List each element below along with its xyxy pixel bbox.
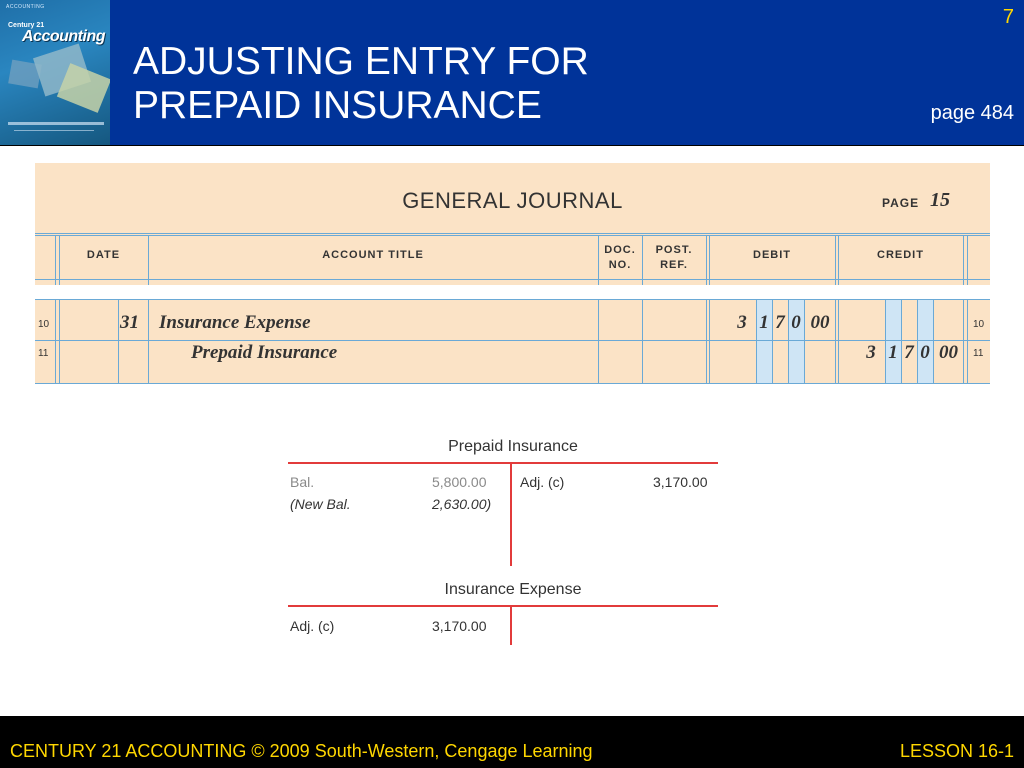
journal-rule — [35, 299, 990, 300]
t-account-rule — [288, 605, 718, 607]
debit-cents: 00 — [810, 312, 830, 333]
journal-rule — [838, 299, 839, 384]
debit-digit: 7 — [775, 312, 785, 333]
cover-top-text: ACCOUNTING — [6, 4, 45, 10]
t-account-rule — [510, 605, 512, 645]
column-header-date: DATE — [86, 249, 121, 261]
credit-digit: 0 — [920, 342, 930, 363]
footer-copyright: CENTURY 21 ACCOUNTING © 2009 South-Western, Cengage Learning — [10, 741, 593, 761]
line-number: 10 — [973, 319, 985, 330]
page-reference: page 484 — [930, 102, 1014, 124]
column-header-post-ref: POST. REF. — [655, 244, 693, 271]
cover-brand-small: Century 21 — [8, 22, 45, 29]
journal-rule — [835, 235, 836, 285]
journal-rule — [35, 383, 990, 384]
column-header-doc-no: DOC. NO. — [604, 244, 636, 271]
journal-title: GENERAL JOURNAL — [402, 188, 623, 213]
debit-digit: 3 — [737, 312, 747, 333]
journal-rule — [35, 235, 990, 236]
t-account-title-insurance-expense: Insurance Expense — [444, 581, 582, 598]
t-left-amount: 2,630.00) — [432, 496, 492, 512]
entry-day: 31 — [120, 312, 139, 333]
slide-header — [0, 0, 1024, 146]
entry-account: Insurance Expense — [159, 312, 311, 333]
journal-rule — [967, 235, 968, 285]
textbook-cover-image — [0, 0, 110, 146]
journal-rule — [35, 340, 990, 341]
slide-title-line1: ADJUSTING ENTRY FOR — [133, 40, 589, 83]
debit-digit: 1 — [759, 312, 769, 333]
t-left-label: Bal. — [290, 474, 315, 490]
cover-line — [14, 130, 94, 131]
journal-rule — [963, 235, 964, 285]
credit-digit: 1 — [888, 342, 898, 363]
slide-title — [133, 40, 589, 128]
slide-number: 7 — [1002, 6, 1014, 28]
journal-rule — [35, 279, 990, 280]
credit-cents: 00 — [939, 342, 958, 363]
header-divider — [0, 145, 1024, 146]
footer-lesson: LESSON 16-1 — [899, 741, 1014, 761]
journal-rule — [55, 299, 56, 384]
entry-account: Prepaid Insurance — [191, 342, 338, 363]
column-header-account-title: ACCOUNT TITLE — [322, 249, 424, 261]
general-journal-entries — [35, 299, 990, 384]
t-right-label: Adj. (c) — [520, 474, 565, 490]
t-left-label: (New Bal. — [290, 496, 351, 512]
t-account-rule — [510, 462, 512, 566]
credit-digit: 3 — [866, 342, 876, 363]
line-number: 11 — [38, 348, 49, 359]
journal-rule — [967, 299, 968, 384]
cover-bar — [8, 122, 104, 125]
cover-brand: Accounting — [22, 28, 105, 45]
column-header-debit: DEBIT — [753, 249, 791, 261]
journal-rule — [59, 299, 60, 384]
debit-digit: 0 — [791, 312, 801, 333]
column-header-credit: CREDIT — [877, 249, 924, 261]
journal-rule — [963, 299, 964, 384]
journal-page-label: PAGE — [882, 196, 920, 210]
journal-page-number: 15 — [930, 189, 950, 211]
line-number: 10 — [38, 319, 50, 330]
journal-rule — [835, 299, 836, 384]
line-number: 11 — [973, 348, 984, 359]
slide-footer — [0, 716, 1024, 768]
slide-title-line2: PREPAID INSURANCE — [133, 84, 542, 127]
t-right-amount: 3,170.00 — [653, 474, 708, 490]
t-left-label: Adj. (c) — [290, 618, 335, 634]
t-left-amount: 3,170.00 — [432, 618, 487, 634]
general-journal-header — [35, 163, 990, 285]
t-left-amount: 5,800.00 — [432, 474, 487, 490]
journal-rule — [118, 299, 119, 384]
journal-rule — [706, 235, 707, 285]
journal-rule — [148, 299, 149, 384]
journal-rule — [642, 299, 643, 384]
t-account-title-prepaid-insurance: Prepaid Insurance — [448, 438, 578, 455]
journal-rule — [55, 235, 56, 285]
journal-rule — [709, 299, 710, 384]
journal-rule — [598, 299, 599, 384]
t-account-rule — [288, 462, 718, 464]
journal-rule — [35, 233, 990, 234]
credit-digit: 7 — [904, 342, 914, 363]
journal-rule — [706, 299, 707, 384]
